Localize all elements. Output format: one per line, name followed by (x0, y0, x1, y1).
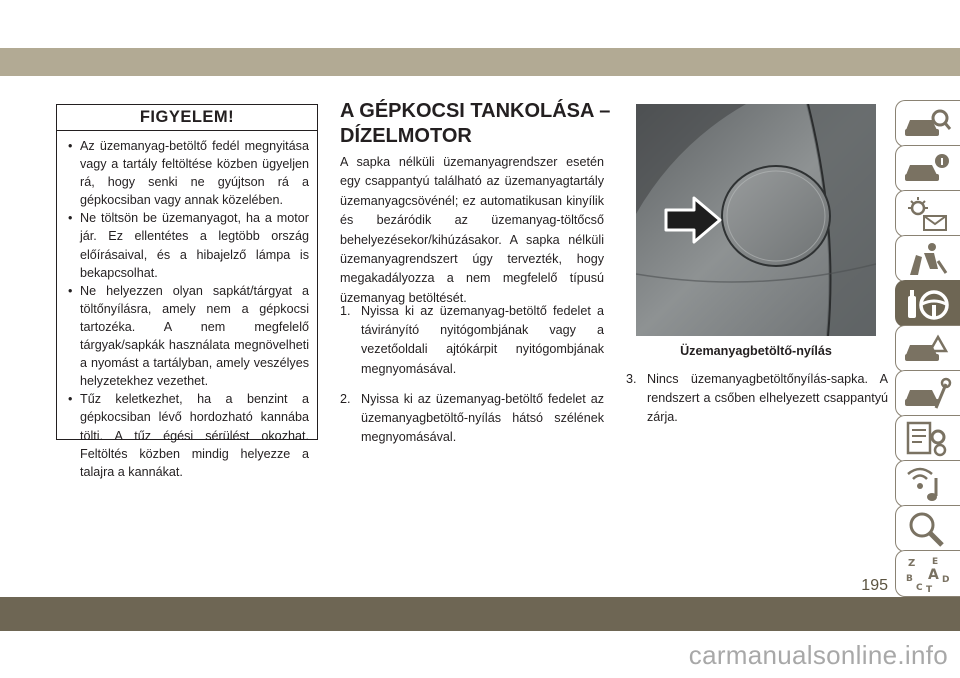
magnifier-icon (902, 509, 952, 549)
car-crash-icon (902, 329, 952, 369)
svg-text:C: C (916, 583, 923, 593)
tab-multimedia[interactable] (895, 460, 960, 507)
svg-text:E: E (932, 557, 939, 567)
fuel-door-illustration (636, 104, 876, 336)
warning-light-envelope-icon (902, 194, 952, 234)
step-item (626, 370, 888, 428)
page-number: 195 (861, 577, 888, 594)
tab-starting-driving[interactable] (895, 280, 960, 327)
step-text: Nyissa ki az üzemanyag-betöltő fedelet a távirányító nyitógombjának vagy a vezetőoldali ajtókárpit nyitógombjának megnyomásával. (361, 304, 604, 376)
car-wrench-icon (902, 374, 952, 414)
warning-item: • Tűz keletkezhet, ha a benzint a gépkocsiban lévő hordozható kannába tölti. A tűz égési sérülést okozhat. Feltöltés közben mindig helyezze a talajra a kannákat. (65, 390, 309, 480)
step-text: Nincs üzemanyagbetöltőnyílás-sapka. A rendszert a csőben elhelyezett csappantyú zárja. (647, 372, 888, 425)
tab-lights-messages[interactable] (895, 190, 960, 237)
watermark: carmanualsonline.info (688, 640, 948, 670)
car-info-icon (902, 149, 952, 189)
tab-alphabet-index[interactable] (895, 550, 960, 597)
step-number: 3. (626, 372, 637, 386)
tab-car-warning[interactable] (895, 145, 960, 192)
tab-index-search[interactable] (895, 505, 960, 552)
section-heading: A GÉPKOCSI TANKOLÁSA – DÍZELMOTOR (340, 100, 611, 147)
tab-emergency[interactable] (895, 325, 960, 372)
svg-text:T: T (926, 585, 933, 594)
document-gears-icon (902, 419, 952, 459)
step-item (340, 390, 604, 448)
step-item (340, 302, 604, 379)
step-number: 2. (340, 391, 351, 406)
warning-item: • Ne töltsön be üzemanyagot, ha a motor jár. Ez ellentétes a legtöbb ország előírásaival, és a hibajelző lámpa is bekapcsolhat. (65, 209, 309, 281)
warning-item: • Az üzemanyag-betöltő fedél megnyitása vagy a tartály feltöltése közben ügyeljen rá, hogy senki ne gyújtson rá a gépkocsiban vagy annak közelében. (65, 137, 309, 209)
svg-text:Z: Z (908, 558, 916, 569)
warning-box (56, 104, 318, 479)
warning-list (57, 131, 317, 481)
tab-technical-specs[interactable] (895, 415, 960, 462)
seat-person-icon (902, 239, 952, 279)
steps-list-continued (626, 370, 888, 439)
figure-caption: Üzemanyagbetöltő-nyílás (680, 344, 832, 358)
tab-car-info[interactable] (895, 100, 960, 147)
section-intro: A sapka nélküli üzemanyagrendszer esetén egy csappantyú található az üzemanyagtartály üzemanyagcsövénél; ez automatikusan kinyílik és bezáródik az üzemanyag-töltőcső behelyezésekor/kihúzásakor. A sapka nélküli üzemanyagrendszert úgy tervezték, hogy megakadályozza a nem megfelelő típusú üzemanyag betöltését. (340, 155, 604, 305)
bottom-band (0, 597, 960, 631)
signal-note-icon (902, 464, 952, 504)
steps-list (340, 302, 604, 458)
top-band (0, 48, 960, 76)
svg-text:A: A (928, 567, 939, 583)
svg-text:D: D (942, 575, 950, 585)
step-text: Nyissa ki az üzemanyag-betöltő fedelet az üzemanyagbetöltő-nyílás hátsó szélének megnyomásával. (361, 391, 604, 445)
warning-title: FIGYELEM! (57, 105, 317, 131)
tab-service[interactable] (895, 370, 960, 417)
svg-text:B: B (906, 574, 913, 584)
alphabet-icon (902, 554, 952, 594)
car-magnifier-icon (902, 104, 952, 144)
warning-item: • Ne helyezzen olyan sapkát/tárgyat a töltőnyílásra, amely nem a gépkocsi tartozéka. A nem megfelelő tárgyak/sapkák használata megnövelheti a nyomást a tartályban, amely veszélyes helyzetekhez vezethet. (65, 282, 309, 391)
tab-safety[interactable] (895, 235, 960, 282)
step-number: 1. (340, 304, 351, 318)
steering-wheel-bottle-icon (902, 284, 952, 324)
fuel-door-photo (636, 104, 876, 336)
